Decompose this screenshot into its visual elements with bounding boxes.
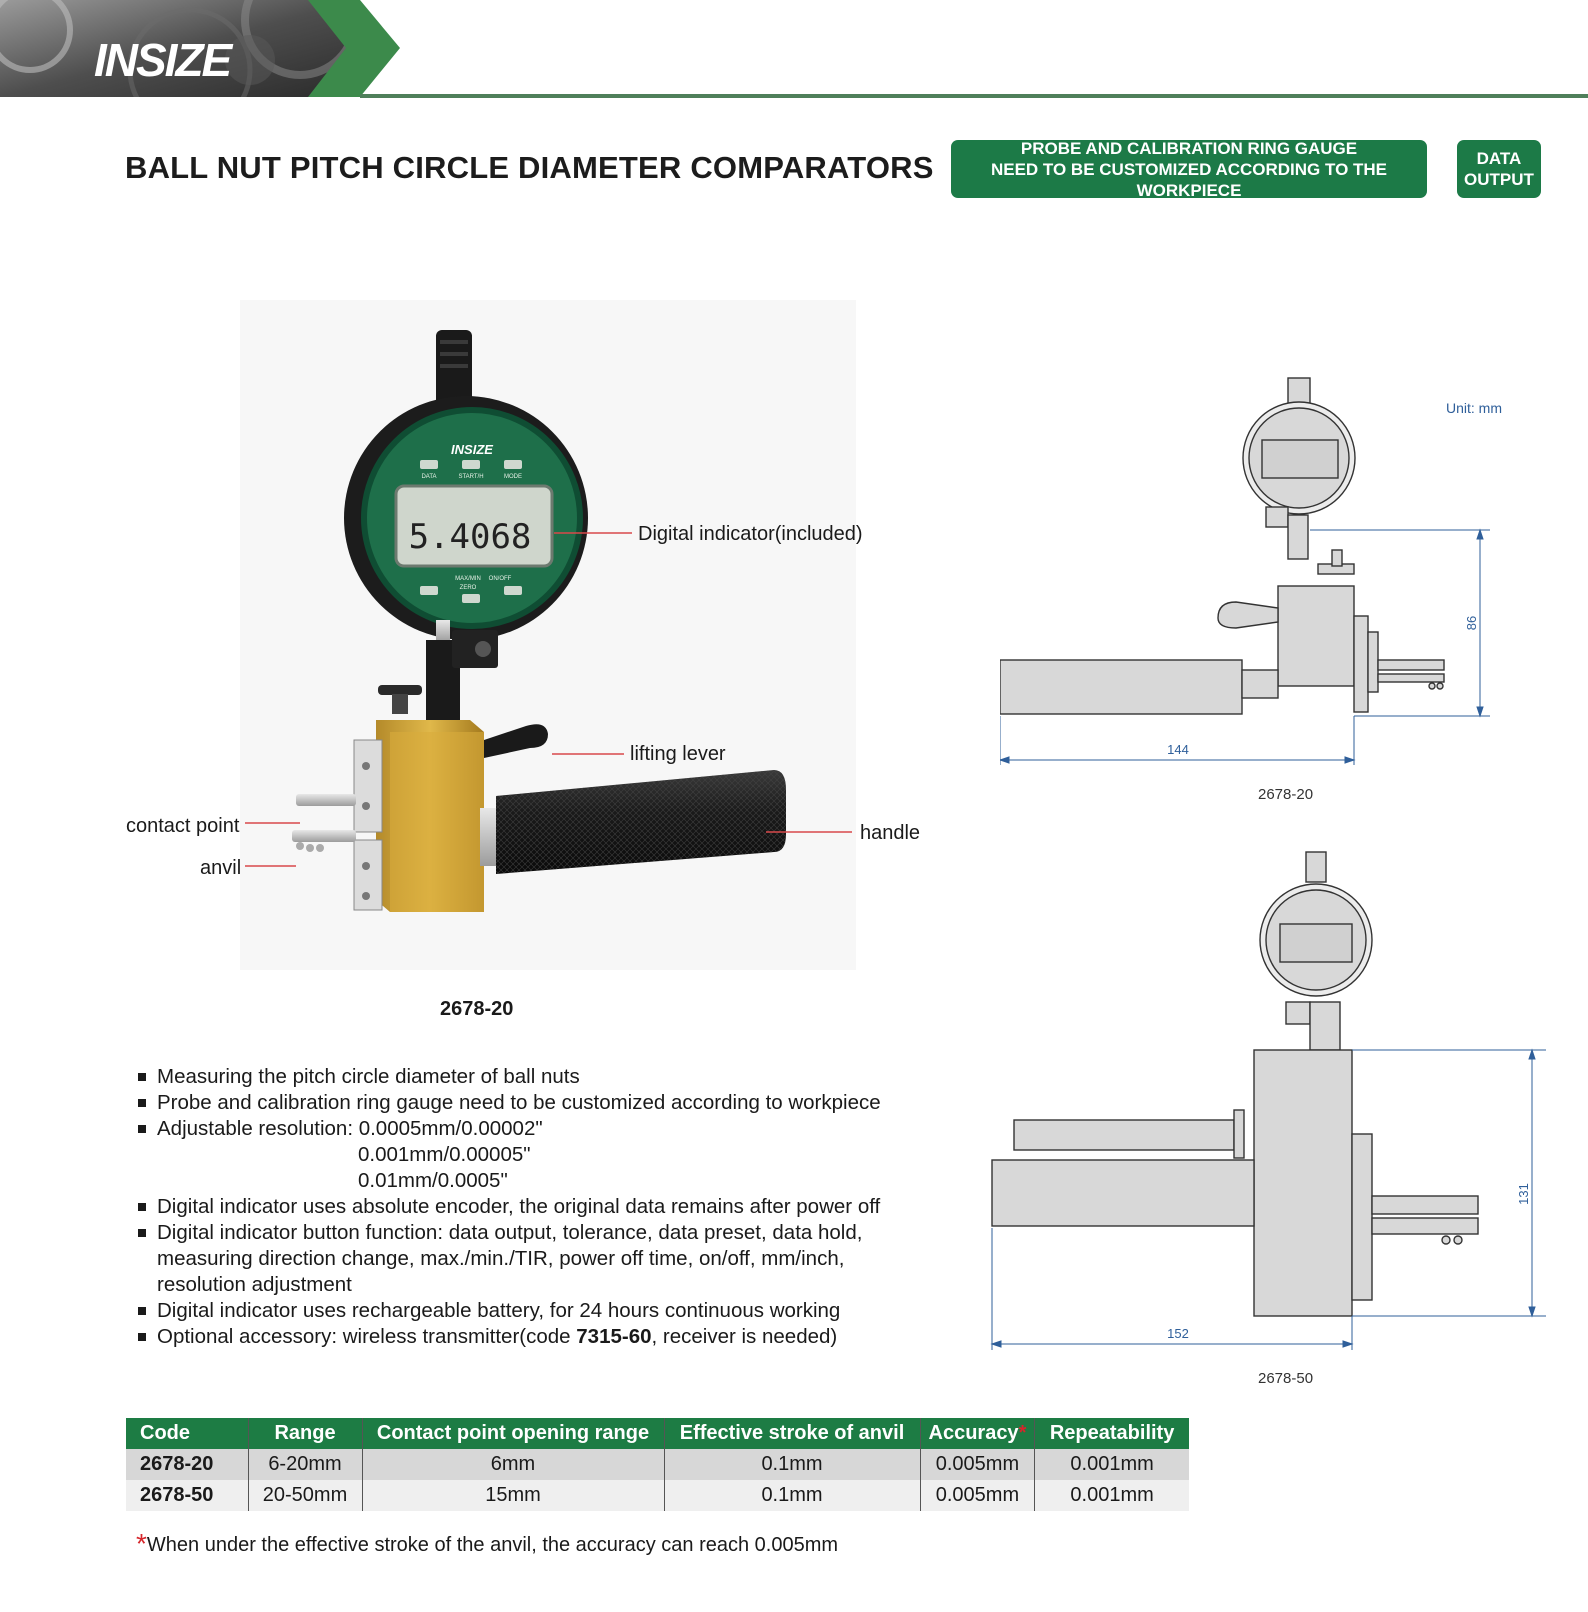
probe-note-line1: PROBE AND CALIBRATION RING GAUGE — [1020, 138, 1358, 158]
table-row — [126, 1480, 1189, 1511]
feature-item: Probe and calibration ring gauge need to be customized according to workpiece — [138, 1090, 881, 1116]
feature-item-continued: 0.001mm/0.00005" — [358, 1143, 531, 1166]
column-header-repeatability: Repeatability — [1035, 1418, 1189, 1449]
cell-opening-range: 6mm — [362, 1449, 664, 1480]
footnote-text: When under the effective stroke of the anvil, the accuracy can reach 0.005mm — [146, 1534, 839, 1556]
data-output-line1: DATA — [1476, 149, 1522, 168]
dimension-height: 131 — [1516, 1183, 1531, 1205]
drawing-caption-2678-50: 2678-50 — [1258, 1370, 1314, 1387]
callout-handle: handle — [860, 822, 921, 844]
indicator-start-label: START/H — [458, 474, 484, 480]
cell-accuracy: 0.005mm — [920, 1449, 1035, 1480]
feature-item: Measuring the pitch circle diameter of ball nuts — [138, 1064, 881, 1090]
cell-accuracy: 0.005mm — [920, 1480, 1035, 1511]
feature-item: Digital indicator button function: data output, tolerance, data preset, data hold, — [138, 1220, 881, 1246]
accessory-code: 7315-60 — [576, 1325, 652, 1348]
lcd-reading: 5.4068 — [408, 517, 532, 557]
feature-item-accessory — [138, 1324, 881, 1350]
column-header-opening-range: Contact point opening range — [362, 1418, 664, 1449]
accessory-text-end: , receiver is needed) — [651, 1325, 838, 1348]
dimension-height: 86 — [1464, 615, 1479, 631]
drawing-2678-50 — [984, 850, 1554, 1350]
table-row — [126, 1449, 1189, 1480]
indicator-zero-label: ZERO — [459, 585, 477, 591]
cell-range: 6-20mm — [248, 1449, 362, 1480]
cell-opening-range: 15mm — [362, 1480, 664, 1511]
dimension-width: 144 — [1167, 742, 1189, 757]
callout-lifting-lever: lifting lever — [630, 743, 726, 765]
probe-note-line2: NEED TO BE CUSTOMIZED ACCORDING TO THE WORKPIECE — [990, 159, 1388, 200]
drawing-2678-20 — [1000, 370, 1520, 770]
feature-item: Adjustable resolution: 0.0005mm/0.00002" — [138, 1116, 881, 1142]
cell-range: 20-50mm — [248, 1480, 362, 1511]
accessory-text: Optional accessory: wireless transmitter(code — [157, 1325, 577, 1348]
indicator-data-label: DATA — [421, 474, 437, 480]
feature-item: Digital indicator uses rechargeable battery, for 24 hours continuous working — [138, 1298, 881, 1324]
feature-list — [138, 1064, 881, 1350]
feature-item: Digital indicator uses absolute encoder, the original data remains after power off — [138, 1194, 881, 1220]
accuracy-asterisk: * — [1018, 1422, 1027, 1444]
column-header-code: Code — [126, 1418, 248, 1449]
data-output-line2: OUTPUT — [1464, 170, 1534, 189]
feature-item-continued: 0.01mm/0.0005" — [358, 1169, 508, 1192]
cell-effective-stroke: 0.1mm — [664, 1449, 920, 1480]
page-title: BALL NUT PITCH CIRCLE DIAMETER COMPARATORS — [125, 150, 934, 185]
cell-repeatability: 0.001mm — [1035, 1480, 1189, 1511]
accuracy-header-text: Accuracy — [928, 1422, 1019, 1444]
indicator-mode-label: MODE — [504, 474, 522, 480]
table-header-row — [126, 1418, 1189, 1449]
cell-repeatability: 0.001mm — [1035, 1449, 1189, 1480]
cell-code: 2678-50 — [126, 1480, 248, 1511]
cell-effective-stroke: 0.1mm — [664, 1480, 920, 1511]
column-header-range: Range — [248, 1418, 362, 1449]
indicator-maxmin-label: MAX/MIN — [455, 576, 481, 582]
accuracy-footnote — [136, 1528, 838, 1560]
column-header-effective-stroke: Effective stroke of anvil — [664, 1418, 920, 1449]
cell-code: 2678-20 — [126, 1449, 248, 1480]
unit-label: Unit: mm — [1446, 400, 1502, 416]
brand-text: INSIZE — [94, 34, 231, 86]
callout-anvil: anvil — [200, 857, 242, 879]
feature-item-continued: measuring direction change, max./min./TIR, power off time, on/off, mm/inch, — [157, 1247, 845, 1270]
dimension-width: 152 — [1167, 1326, 1189, 1341]
indicator-brand: INSIZE — [451, 442, 493, 457]
callout-digital-indicator: Digital indicator(included) — [638, 523, 863, 545]
column-header-accuracy — [920, 1418, 1035, 1449]
footnote-asterisk: * — [136, 1528, 147, 1559]
drawing-caption-2678-20: 2678-20 — [1258, 786, 1314, 803]
spec-table — [126, 1418, 1189, 1511]
indicator-onoff-label: ON/OFF — [488, 576, 512, 582]
photo-caption: 2678-20 — [440, 998, 514, 1020]
feature-item-continued: resolution adjustment — [157, 1273, 352, 1296]
callout-contact-point: contact point — [126, 815, 240, 837]
